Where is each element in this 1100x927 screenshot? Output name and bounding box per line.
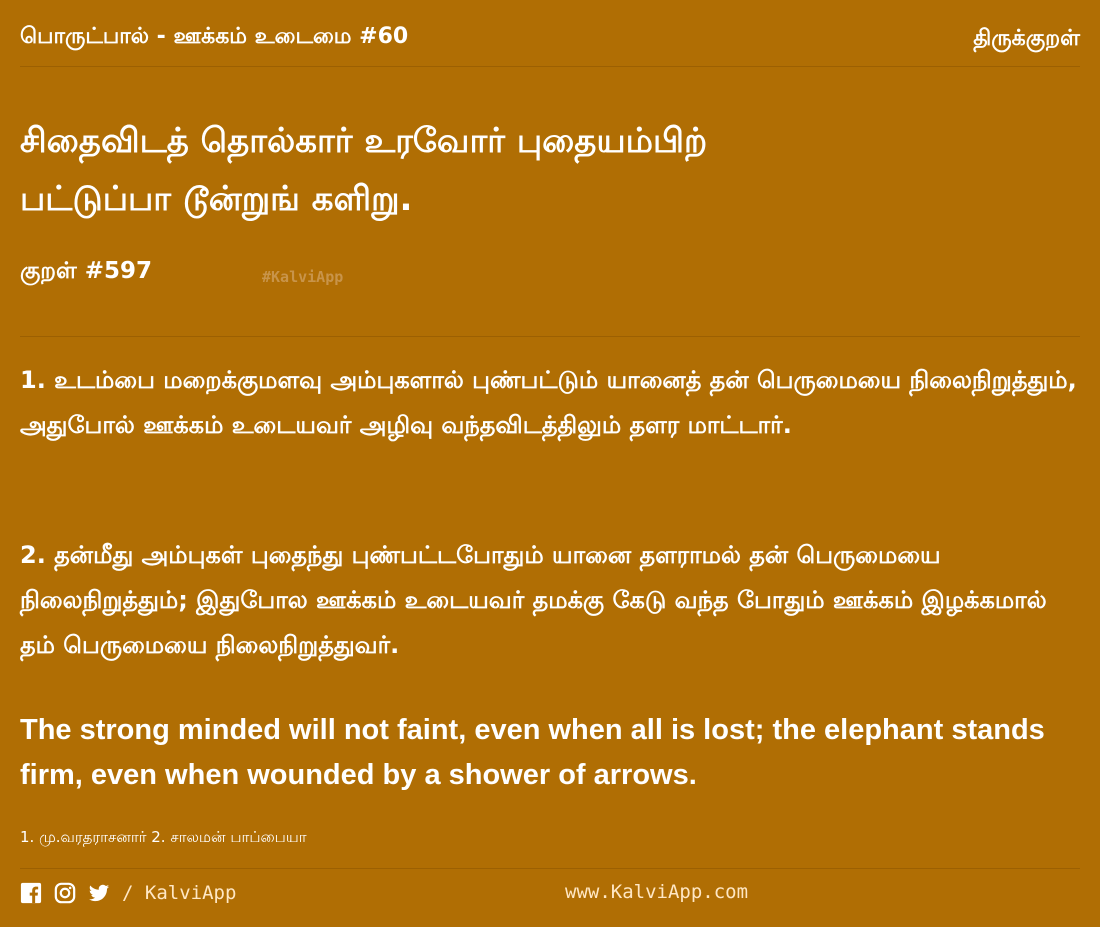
social-handle: / KalviApp bbox=[122, 882, 237, 904]
footer bbox=[20, 868, 1080, 916]
kural-number: குறள் #597 bbox=[20, 258, 153, 284]
kural-verse bbox=[20, 112, 1080, 228]
social-links bbox=[20, 882, 236, 904]
brand-title: திருக்குறள் bbox=[973, 26, 1080, 51]
kural-line-1: சிதைவிடத் தொல்கார் உரவோர் புதையம்பிற் bbox=[20, 121, 708, 161]
english-translation: The strong minded will not faint, even when all is lost; the elephant stands firm, even when wounded by a shower of arrows. bbox=[20, 714, 1045, 791]
meaning-2: 2. தன்மீது அம்புகள் புதைந்து புண்பட்டபோதும் யானை தளராமல் தன் பெருமையை நிலைநிறுத்தும்; இதுபோல ஊக்கம் உடையவர் தமக்கு கேடு வந்த போதும் ஊக்கம் இழக்கமால் தம் பெருமையை நிலைநிறுத்துவர். bbox=[20, 541, 1047, 659]
kural-line-2: பட்டுப்பா டூன்றுங் களிறு. bbox=[20, 179, 413, 219]
header bbox=[20, 22, 1080, 67]
website-link[interactable]: www.KalviApp.com bbox=[565, 881, 749, 903]
watermark: #KalviApp bbox=[262, 268, 344, 286]
section-title: பொருட்பால் - ஊக்கம் உடைமை #60 bbox=[20, 24, 409, 49]
divider bbox=[20, 336, 1080, 337]
credits: 1. மு.வரதராசனார் 2. சாலமன் பாப்பையா bbox=[20, 828, 307, 846]
meaning-1: 1. உடம்பை மறைக்குமளவு அம்புகளால் புண்பட்டும் யானைத் தன் பெருமையை நிலைநிறுத்தும், அதுபோல் ஊக்கம் உடையவர் அழிவு வந்தவிடத்திலும் தளர மாட்டார். bbox=[20, 366, 1077, 439]
twitter-icon[interactable] bbox=[88, 882, 110, 904]
instagram-icon[interactable] bbox=[54, 882, 76, 904]
facebook-icon[interactable] bbox=[20, 882, 42, 904]
